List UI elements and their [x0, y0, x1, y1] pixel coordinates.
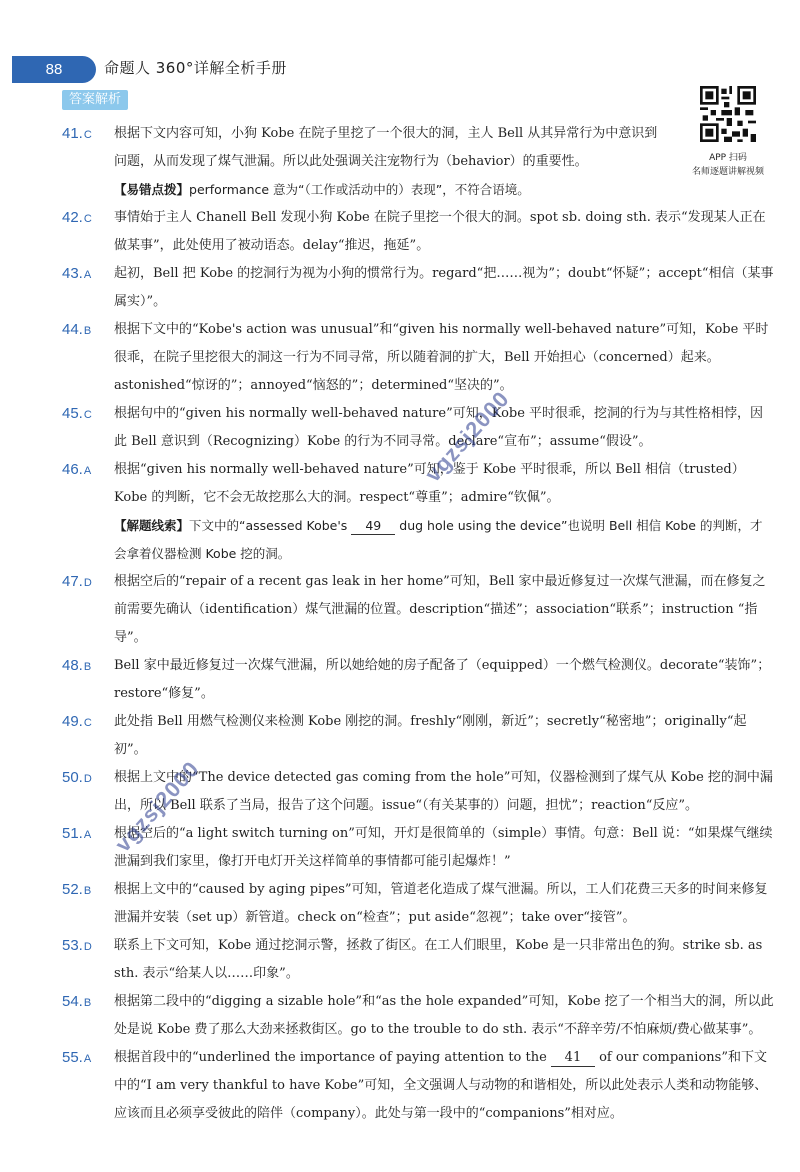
answer-item-54: [62, 988, 774, 1044]
question-number: 45.C: [62, 405, 92, 422]
question-number: 53.D: [62, 937, 92, 954]
tip-note: 【易错点拨】performance 意为“（工作或活动中的）表现”，不符合语境。: [114, 182, 530, 197]
explanation-text: 根据上文中的“The device detected gas coming from the hole”可知，仪器检测到了煤气从 Kobe 挖的洞中漏出，所以 Bell 联系了当局，报告了这个问题。issue“（有关某事的）问题，担忧”；reaction“反应”。: [114, 770, 773, 813]
explanation-text: 根据第二段中的“digging a sizable hole”和“as the hole expanded”可知，Kobe 挖了一个相当大的洞，所以此处是说 Kobe 费了那么大劲来拯救街区。go to the trouble to do sth. 表示“不辞辛劳/不怕麻烦/费心做某事”。: [114, 994, 774, 1037]
explanation-text: 根据下文内容可知，小狗 Kobe 在院子里挖了一个很大的洞，主人 Bell 从其异常行为中意识到问题，从而发现了煤气泄漏。所以此处强调关注宠物行为（behavior）的重要性。: [114, 126, 658, 169]
explanation-text: 根据空后的“a light switch turning on”可知，开灯是很简单的（simple）事情。句意：Bell 说：“如果煤气继续泄漏到我们家里，像打开电灯开关这样简单的事情都可能引起爆炸！”: [114, 826, 773, 869]
answer-item-45: [62, 400, 774, 456]
question-number: 55.A: [62, 1049, 92, 1066]
question-number: 46.A: [62, 461, 92, 478]
watermark: vgzsj2000: [110, 756, 205, 857]
watermark: vgzsj2000: [420, 386, 515, 487]
answer-item-55: [62, 1044, 774, 1128]
explanation-text: 事情始于主人 Chanell Bell 发现小狗 Kobe 在院子里挖一个很大的洞。spot sb. doing sth. 表示“发现某人正在做某事”，此处使用了被动语态。delay“推迟，拖延”。: [114, 210, 766, 253]
book-title: 命题人 360°详解全析手册: [104, 59, 287, 77]
question-number: 50.D: [62, 769, 92, 786]
question-number: 42.C: [62, 209, 92, 226]
explanation-text: 根据上文中的“caused by aging pipes”可知，管道老化造成了煤气泄漏。所以，工人们花费三天多的时间来修复泄漏并安装（set up）新管道。check on“检查”；put aside“忽视”；take over“接管”。: [114, 882, 768, 925]
answer-item-41: [62, 120, 662, 204]
answer-item-51: [62, 820, 774, 876]
answer-item-43: [62, 260, 774, 316]
blank-number: 41: [551, 1050, 595, 1067]
page-number-badge: 88: [12, 56, 96, 83]
explanation-text: 根据下文中的“Kobe's action was unusual”和“given his normally well-behaved nature”可知，Kobe 平时很乖，在院子里挖很大的洞这一行为不同寻常，所以随着洞的扩大，Bell 开始担心（concerned）起来。astonished“惊讶的”；annoyed“恼怒的”；determined“坚决的”。: [114, 322, 769, 393]
question-number: 54.B: [62, 993, 92, 1010]
answer-item-49: [62, 708, 774, 764]
section-tag: 答案解析: [62, 90, 128, 110]
question-number: 52.B: [62, 881, 92, 898]
answer-item-52: [62, 876, 774, 932]
explanation-text: 根据句中的“given his normally well-behaved nature”可知，Kobe 平时很乖，挖洞的行为与其性格相悖，因此 Bell 意识到（Recognizing）Kobe 的行为不同寻常。declare“宣布”；assume“假设”。: [114, 406, 764, 449]
page-header: [0, 0, 800, 100]
explanation-text: 起初，Bell 把 Kobe 的挖洞行为视为小狗的惯常行为。regard“把……视为”；doubt“怀疑”；accept“相信（某事属实）”。: [114, 266, 774, 309]
question-number: 49.C: [62, 713, 92, 730]
explanation-text: 根据首段中的“underlined the importance of paying attention to the 41 of our companions”和下文中的“I am very thankful to have Kobe”可知，全文强调人与动物的和谐相处，所以此处表示人类和动物能够、应该而且必须享受彼此的陪伴（company）。此处与第一段中的“companions”相对应。: [114, 1050, 768, 1121]
question-number: 48.B: [62, 657, 92, 674]
question-number: 41.C: [62, 125, 92, 142]
answer-item-47: [62, 568, 774, 652]
blank-number: 49: [351, 518, 395, 535]
explanation-text: 根据空后的“repair of a recent gas leak in her home”可知，Bell 家中最近修复过一次煤气泄漏，而在修复之前需要先确认（identification）煤气泄漏的位置。description“描述”；association“联系”；instruction “指导”。: [114, 574, 766, 645]
qr-caption-2: 名师逐题讲解视频: [691, 167, 764, 177]
question-number: 47.D: [62, 573, 92, 590]
answer-item-42: [62, 204, 774, 260]
explanation-text: 此处指 Bell 用燃气检测仪来检测 Kobe 刚挖的洞。freshly“刚刚，新近”；secretly“秘密地”；originally“起初”。: [114, 714, 747, 757]
qr-caption-1: APP 扫码: [709, 153, 747, 163]
question-number: 43.A: [62, 265, 92, 282]
explanation-text: 联系上下文可知，Kobe 通过挖洞示警，拯救了街区。在工人们眼里，Kobe 是一只非常出色的狗。strike sb. as sth. 表示“给某人以……印象”。: [114, 938, 763, 981]
answer-item-48: [62, 652, 774, 708]
question-number: 51.A: [62, 825, 92, 842]
explanation-text: Bell 家中最近修复过一次煤气泄漏，所以她给她的房子配备了（equipped）一个燃气检测仪。decorate“装饰”；restore“修复”。: [114, 658, 771, 701]
answer-item-46: [62, 456, 774, 568]
answer-item-53: [62, 932, 774, 988]
question-number: 44.B: [62, 321, 92, 338]
explanation-text: 根据“given his normally well-behaved nature”可知，鉴于 Kobe 平时很乖，所以 Bell 相信（trusted）Kobe 的判断，它不会无故挖那么大的洞。respect“尊重”；admire“钦佩”。: [114, 462, 745, 505]
clue-note: 【解题线索】下文中的“assessed Kobe's 49 dug hole using the device”也说明 Bell 相信 Kobe 的判断，才会拿着仪器检测 Kobe 挖的洞。: [114, 518, 763, 561]
answer-item-44: [62, 316, 774, 400]
answer-list: [62, 120, 774, 1128]
